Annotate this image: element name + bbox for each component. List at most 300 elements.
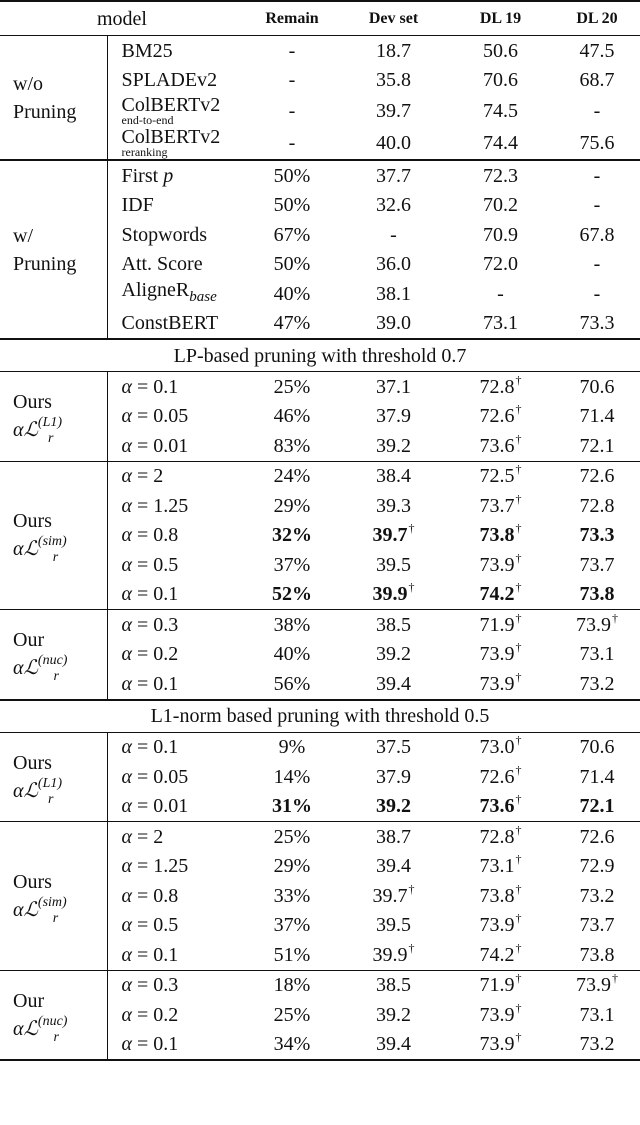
remain-cell — [244, 491, 340, 521]
dagger-mark: † — [515, 550, 522, 565]
model-name — [107, 36, 244, 66]
remain-cell — [244, 250, 340, 280]
remain-cell — [244, 881, 340, 911]
section-title-text: LP-based pruning with threshold 0.7 — [173, 344, 467, 367]
dl20-value: - — [593, 282, 601, 305]
group-label-line: Our — [13, 629, 45, 652]
remain-cell — [244, 1030, 340, 1061]
remain-cell — [244, 610, 340, 640]
dagger-mark: † — [515, 640, 522, 655]
dev-cell — [340, 911, 447, 941]
dl19-value: 72.3 — [483, 164, 518, 187]
loss-term — [13, 777, 107, 805]
alpha-cell — [107, 911, 244, 941]
result-row — [0, 372, 640, 402]
loss-alpha: α — [13, 657, 24, 680]
remain-cell — [244, 792, 340, 822]
dl19-cell — [447, 491, 554, 521]
dl20-value: 72.1 — [579, 795, 615, 818]
dl20-cell — [554, 160, 640, 191]
dl19-value: 72.5 — [479, 465, 515, 488]
remain-value: 31% — [272, 795, 312, 818]
dl19-value: 72.6 — [479, 405, 515, 428]
remain-cell — [244, 309, 340, 340]
baseline-row — [0, 160, 640, 191]
dl20-cell — [554, 580, 640, 610]
dagger-mark: † — [515, 491, 522, 506]
result-row — [0, 610, 640, 640]
dev-cell — [340, 732, 447, 762]
remain-cell — [244, 762, 340, 792]
alpha-cell — [107, 792, 244, 822]
remain-cell — [244, 220, 340, 250]
dev-value: 39.3 — [376, 494, 411, 517]
dl19-cell — [447, 911, 554, 941]
dl19-cell — [447, 940, 554, 970]
dl19-cell — [447, 1030, 554, 1061]
dl20-value: 73.9 — [576, 613, 611, 636]
dev-value: 38.5 — [376, 613, 411, 636]
remain-cell — [244, 95, 340, 127]
dl19-cell — [447, 881, 554, 911]
dagger-mark: † — [408, 940, 415, 955]
dl19-cell — [447, 1000, 554, 1030]
dev-value: 39.2 — [376, 434, 411, 457]
dl19-cell — [447, 461, 554, 491]
remain-cell — [244, 402, 340, 432]
dl19-cell — [447, 792, 554, 822]
dev-cell — [340, 822, 447, 852]
remain-value: 25% — [273, 1003, 311, 1026]
dev-cell — [340, 580, 447, 610]
remain-cell — [244, 191, 340, 221]
remain-value: 56% — [273, 672, 311, 695]
alpha-cell — [107, 732, 244, 762]
remain-cell — [244, 36, 340, 66]
dev-cell — [340, 402, 447, 432]
dl20-value: 70.6 — [579, 375, 615, 398]
model-subscript: end-to-end — [121, 113, 174, 127]
dev-value: 40.0 — [376, 132, 411, 154]
dagger-mark: † — [515, 580, 522, 595]
dl20-cell — [554, 970, 640, 1000]
dagger-mark: † — [515, 610, 522, 625]
dl20-cell — [554, 279, 640, 309]
dev-cell — [340, 521, 447, 551]
remain-cell — [244, 970, 340, 1000]
alpha-value: α = 0.8 — [121, 884, 179, 907]
dl20-value: 72.6 — [579, 465, 615, 488]
dl20-cell — [554, 940, 640, 970]
dev-value: 18.7 — [376, 39, 411, 62]
dev-cell — [340, 550, 447, 580]
dl20-cell — [554, 491, 640, 521]
group-label — [0, 36, 107, 161]
dl19-value: 73.9 — [479, 643, 515, 666]
loss-symbol: ℒ — [23, 898, 38, 921]
dev-cell — [340, 250, 447, 280]
dl19-value: 73.7 — [479, 494, 515, 517]
dl20-cell — [554, 792, 640, 822]
dl19-cell — [447, 160, 554, 191]
group-label-line: Ours — [13, 751, 52, 774]
dl19-cell — [447, 66, 554, 96]
dl19-value: 73.9 — [479, 672, 515, 695]
dev-value: 39.5 — [376, 914, 411, 937]
group-label — [0, 732, 107, 822]
dl20-value: 73.2 — [579, 884, 615, 907]
model-name — [107, 66, 244, 96]
dl19-value: - — [497, 282, 504, 305]
remain-cell — [244, 732, 340, 762]
dl19-cell — [447, 431, 554, 461]
alpha-cell — [107, 940, 244, 970]
loss-symbol: ℒ — [23, 657, 38, 680]
remain-value: 47% — [273, 312, 311, 335]
remain-value: 33% — [273, 884, 311, 907]
alpha-value: α = 0.1 — [121, 672, 179, 695]
dl20-value: 47.5 — [579, 39, 615, 62]
dl19-value: 70.6 — [483, 69, 518, 92]
dl19-value: 71.9 — [479, 974, 515, 997]
dagger-mark: † — [515, 372, 522, 387]
alpha-cell — [107, 822, 244, 852]
model-name-text: IDF — [121, 194, 154, 217]
model-name — [107, 160, 244, 191]
dagger-mark: † — [612, 610, 618, 625]
loss-symbol: ℒ — [23, 779, 38, 802]
alpha-cell — [107, 1000, 244, 1030]
loss-superscript: (sim) — [37, 894, 67, 910]
dl20-cell — [554, 640, 640, 670]
dl20-cell — [554, 461, 640, 491]
dl20-cell — [554, 1000, 640, 1030]
dl20-cell — [554, 1030, 640, 1061]
group-label — [0, 160, 107, 339]
dev-cell — [340, 191, 447, 221]
remain-value: 50% — [273, 194, 311, 217]
group-label — [0, 610, 107, 700]
dev-cell — [340, 970, 447, 1000]
dev-value: 36.0 — [376, 253, 411, 276]
dl19-cell — [447, 822, 554, 852]
group-label-line: Ours — [13, 391, 52, 414]
dl19-value: 70.2 — [483, 194, 518, 217]
header-row — [0, 1, 640, 36]
dl19-value: 73.0 — [479, 736, 515, 759]
alpha-value: α = 0.01 — [121, 795, 189, 818]
dl19-value: 74.5 — [483, 100, 518, 122]
dl19-value: 74.4 — [483, 132, 518, 154]
alpha-cell — [107, 580, 244, 610]
dl19-cell — [447, 550, 554, 580]
dev-value: 38.7 — [376, 825, 411, 848]
loss-superscript: (nuc) — [37, 653, 68, 669]
dl19-cell — [447, 402, 554, 432]
loss-subscript: r — [52, 910, 59, 926]
loss-symbol: ℒ — [23, 1017, 38, 1040]
remain-cell — [244, 66, 340, 96]
loss-term — [13, 415, 107, 447]
dev-cell — [340, 762, 447, 792]
dev-cell — [340, 36, 447, 66]
dl20-cell — [554, 822, 640, 852]
dl20-value: 73.9 — [576, 974, 611, 997]
dl20-cell — [554, 732, 640, 762]
remain-value: 25% — [273, 825, 311, 848]
remain-value: 32% — [272, 524, 312, 547]
dev-value: 37.9 — [376, 405, 411, 428]
dl20-cell — [554, 852, 640, 882]
remain-cell — [244, 160, 340, 191]
dev-cell — [340, 1030, 447, 1061]
remain-cell — [244, 431, 340, 461]
loss-subscript: r — [48, 431, 54, 447]
dl19-value: 73.1 — [479, 855, 515, 878]
dagger-mark: † — [515, 521, 522, 536]
model-name — [107, 309, 244, 340]
loss-alpha: α — [13, 898, 24, 921]
loss-term — [13, 653, 107, 685]
dl20-cell — [554, 521, 640, 551]
dagger-mark: † — [515, 402, 522, 417]
dev-value: 35.8 — [376, 69, 411, 92]
alpha-value: α = 0.05 — [121, 405, 189, 428]
dl20-cell — [554, 762, 640, 792]
dl19-cell — [447, 191, 554, 221]
model-name-text: ConstBERT — [121, 312, 219, 335]
dagger-mark: † — [515, 881, 522, 896]
dl19-value: 72.8 — [479, 375, 515, 398]
dev-cell — [340, 610, 447, 640]
dagger-mark: † — [612, 971, 618, 986]
remain-value: 67% — [273, 223, 311, 246]
dev-cell — [340, 669, 447, 700]
dl19-value: 73.9 — [479, 1003, 515, 1026]
alpha-cell — [107, 521, 244, 551]
dl19-value: 73.6 — [479, 434, 515, 457]
dl20-value: 68.7 — [579, 69, 615, 92]
dl20-cell — [554, 431, 640, 461]
alpha-cell — [107, 461, 244, 491]
dl20-cell — [554, 95, 640, 127]
dl20-cell — [554, 220, 640, 250]
dl19-value: 73.9 — [479, 1033, 515, 1056]
dev-cell — [340, 95, 447, 127]
loss-subscript: r — [53, 1029, 59, 1045]
dl19-cell — [447, 580, 554, 610]
section-title — [0, 339, 640, 372]
alpha-value: α = 0.1 — [121, 943, 179, 966]
dagger-mark: † — [408, 521, 415, 536]
dl19-cell — [447, 127, 554, 160]
group-label-line: Our — [13, 989, 45, 1012]
dev-cell — [340, 309, 447, 340]
alpha-cell — [107, 669, 244, 700]
alpha-cell — [107, 550, 244, 580]
group-label — [0, 822, 107, 971]
loss-alpha: α — [13, 538, 24, 561]
dev-cell — [340, 491, 447, 521]
remain-cell — [244, 940, 340, 970]
loss-superscript: (L1) — [37, 415, 63, 431]
remain-value: 37% — [273, 914, 311, 937]
dl20-value: 72.9 — [579, 855, 615, 878]
model-name — [107, 127, 244, 160]
dagger-mark: † — [515, 733, 522, 748]
remain-cell — [244, 461, 340, 491]
dl19-cell — [447, 36, 554, 66]
remain-value: 83% — [273, 434, 311, 457]
dl19-cell — [447, 852, 554, 882]
header-dev: Dev set — [368, 9, 419, 27]
alpha-value: α = 0.3 — [121, 974, 179, 997]
loss-term — [13, 896, 107, 924]
first-p-symbol: p — [163, 164, 174, 187]
dl19-cell — [447, 762, 554, 792]
header-dl19: DL 19 — [479, 9, 522, 27]
model-name-text: ColBERTv2 — [121, 126, 221, 148]
dagger-mark: † — [515, 1030, 522, 1045]
dl19-cell — [447, 309, 554, 340]
alpha-value: α = 2 — [121, 825, 164, 848]
dagger-mark: † — [515, 911, 522, 926]
dl19-cell — [447, 669, 554, 700]
alpha-cell — [107, 431, 244, 461]
alpha-cell — [107, 640, 244, 670]
alpha-value: α = 2 — [121, 465, 164, 488]
remain-value: 40% — [273, 643, 311, 666]
remain-value: - — [288, 100, 296, 122]
dev-value: 38.4 — [376, 465, 411, 488]
dagger-mark: † — [515, 462, 522, 477]
remain-cell — [244, 822, 340, 852]
dl19-value: 73.8 — [479, 884, 515, 907]
dev-cell — [340, 640, 447, 670]
alpha-value: α = 0.05 — [121, 765, 189, 788]
model-name — [107, 220, 244, 250]
dev-cell — [340, 220, 447, 250]
dl19-cell — [447, 279, 554, 309]
dl20-value: - — [593, 194, 601, 217]
dl20-cell — [554, 550, 640, 580]
alpha-value: α = 0.2 — [121, 643, 179, 666]
model-name — [107, 250, 244, 280]
dev-value: 32.6 — [376, 194, 411, 217]
remain-cell — [244, 669, 340, 700]
group-label — [0, 461, 107, 610]
dl20-value: 73.8 — [579, 943, 615, 966]
alpha-cell — [107, 372, 244, 402]
group-label — [0, 970, 107, 1060]
alpha-cell — [107, 881, 244, 911]
alpha-value: α = 0.2 — [121, 1003, 179, 1026]
loss-term — [13, 1015, 107, 1043]
dl20-value: 73.1 — [579, 1003, 615, 1026]
group-label-line: Ours — [13, 870, 52, 893]
dev-value: 39.2 — [376, 643, 411, 666]
group-label — [0, 372, 107, 462]
result-row — [0, 732, 640, 762]
dev-value: 39.7 — [376, 100, 411, 122]
model-name-text: First — [121, 164, 159, 187]
dl19-value: 73.8 — [479, 524, 515, 547]
remain-value: 50% — [273, 253, 311, 276]
result-row — [0, 822, 640, 852]
remain-cell — [244, 550, 340, 580]
dl20-value: 73.8 — [579, 583, 615, 606]
dagger-mark: † — [408, 881, 415, 896]
baseline-row — [0, 36, 640, 66]
remain-value: 24% — [273, 465, 311, 488]
result-row — [0, 461, 640, 491]
alpha-value: α = 1.25 — [121, 855, 189, 878]
dev-value: 39.4 — [376, 672, 411, 695]
dl19-value: 74.2 — [479, 583, 515, 606]
remain-value: 52% — [272, 583, 312, 606]
remain-value: 14% — [273, 765, 311, 788]
dl20-value: 73.7 — [579, 553, 615, 576]
dl19-cell — [447, 250, 554, 280]
dl19-cell — [447, 521, 554, 551]
dl19-value: 74.2 — [479, 943, 515, 966]
loss-superscript: (nuc) — [37, 1013, 68, 1029]
dl19-cell — [447, 732, 554, 762]
dl20-value: 72.6 — [579, 825, 615, 848]
model-name — [107, 95, 244, 127]
alpha-value: α = 1.25 — [121, 494, 189, 517]
dev-value: 39.5 — [376, 553, 411, 576]
dagger-mark: † — [515, 940, 522, 955]
dl19-value: 73.1 — [483, 312, 518, 335]
aligner-subscript: base — [189, 289, 217, 306]
dl20-cell — [554, 250, 640, 280]
remain-value: 46% — [273, 405, 311, 428]
remain-cell — [244, 1000, 340, 1030]
group-label-line: Ours — [13, 510, 52, 533]
model-name — [107, 191, 244, 221]
dl20-value: 73.3 — [579, 312, 615, 335]
dagger-mark: † — [515, 669, 522, 684]
model-name — [107, 279, 244, 309]
alpha-value: α = 0.5 — [121, 914, 179, 937]
dl20-value: 73.7 — [579, 914, 615, 937]
remain-cell — [244, 372, 340, 402]
alpha-cell — [107, 491, 244, 521]
dev-value: - — [390, 223, 397, 246]
dl19-cell — [447, 95, 554, 127]
dev-value: 37.9 — [376, 765, 411, 788]
alpha-cell — [107, 610, 244, 640]
model-name-text: ColBERTv2 — [121, 94, 221, 116]
dl20-value: - — [593, 253, 601, 276]
alpha-cell — [107, 970, 244, 1000]
dev-value: 39.9 — [372, 583, 408, 606]
dev-cell — [340, 881, 447, 911]
dl20-cell — [554, 309, 640, 340]
dev-cell — [340, 940, 447, 970]
remain-value: - — [288, 132, 296, 154]
dev-value: 38.5 — [376, 974, 411, 997]
remain-cell — [244, 127, 340, 160]
dl19-cell — [447, 372, 554, 402]
group-label-line: w/ — [13, 224, 33, 247]
loss-superscript: (sim) — [37, 534, 67, 550]
dev-value: 39.7 — [372, 524, 408, 547]
alpha-value: α = 0.01 — [121, 434, 189, 457]
dagger-mark: † — [515, 971, 522, 986]
dl20-value: 72.1 — [579, 434, 615, 457]
